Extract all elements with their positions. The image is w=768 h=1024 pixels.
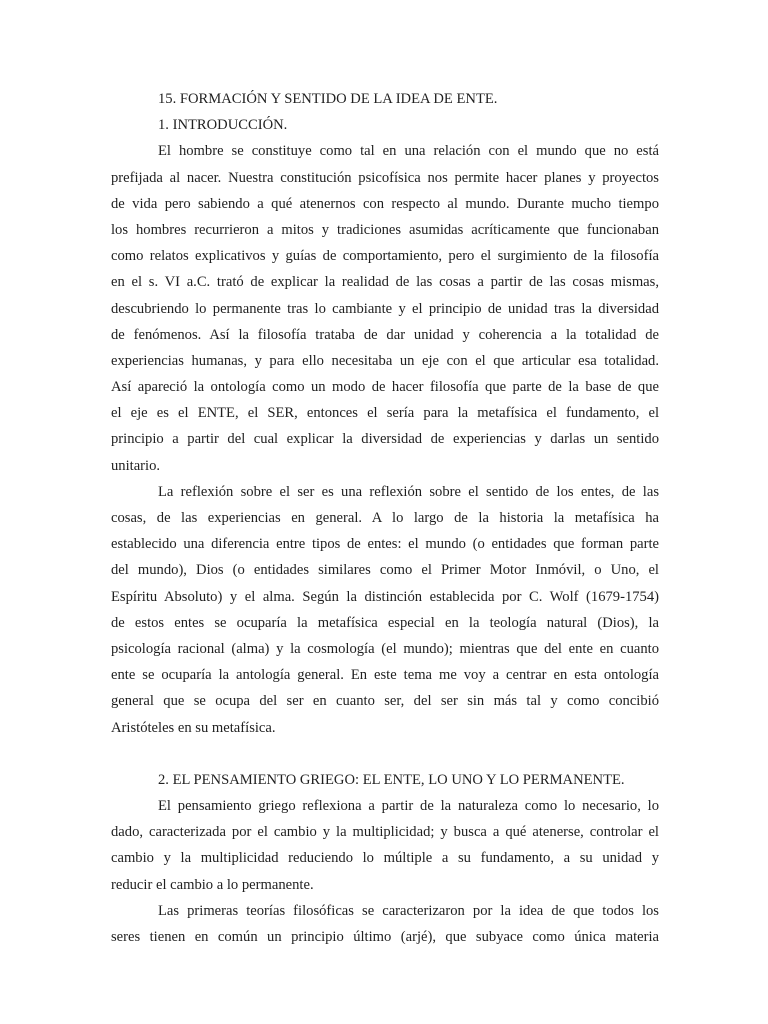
paragraph-line: Aristóteles en su metafísica. <box>111 719 276 736</box>
paragraph-line: seres tienen en común un principio último (arjé), que subyace como única materia <box>111 929 659 945</box>
paragraph-line: prefijada al nacer. Nuestra constitución psicofísica nos permite hacer planes y proyectos <box>111 169 659 186</box>
paragraph-greek-thought-1 <box>111 793 659 898</box>
paragraph-line: de fenómenos. Así la filosofía trataba de dar unidad y coherencia a la totalidad de <box>111 326 659 343</box>
paragraph-line: dado, caracterizada por el cambio y la multiplicidad; y busca a qué atenerse, controlar el <box>111 824 659 841</box>
paragraph-line: experiencias humanas, y para ello necesitaba un eje con el que articular esa totalidad. <box>111 352 659 369</box>
paragraph-line: el eje es el ENTE, el SER, entonces el sería para la metafísica el fundamento, el <box>111 405 659 422</box>
paragraph-line: en el s. VI a.C. trató de explicar la realidad de las cosas a partir de las cosas mismas, <box>111 274 659 291</box>
paragraph-line: ente se ocuparía la antología general. En este tema me voy a centrar en esta ontología <box>111 667 659 684</box>
paragraph-line: La reflexión sobre el ser es una reflexión sobre el sentido de los entes, de las <box>158 483 659 500</box>
paragraph-line: reducir el cambio a lo permanente. <box>111 876 314 893</box>
paragraph-line: principio a partir del cual explicar la diversidad de experiencias y darlas un sentido <box>111 431 659 448</box>
paragraph-line: unitario. <box>111 457 161 474</box>
paragraph-line: general que se ocupa del ser en cuanto ser, del ser sin más tal y como concibió <box>111 693 659 710</box>
paragraph-line: Las primeras teorías filosóficas se caracterizaron por la idea de que todos los <box>158 902 659 919</box>
paragraph-line: establecido una diferencia entre tipos de entes: el mundo (o entidades que forman parte <box>111 536 659 553</box>
paragraph-greek-thought-2 <box>111 898 659 950</box>
paragraph-line: como relatos explicativos y guías de comportamiento, pero el surgimiento de la filosofía <box>111 248 659 265</box>
document-title: 15. FORMACIÓN Y SENTIDO DE LA IDEA DE ENTE. <box>158 91 498 107</box>
paragraph-line: de estos entes se ocuparía la metafísica especial en la teología natural (Dios), la <box>111 614 659 631</box>
paragraph-line: psicología racional (alma) y la cosmología (el mundo); mientras que del ente en cuanto <box>111 640 659 657</box>
paragraph-line: del mundo), Dios (o entidades similares como el Primer Motor Inmóvil, o Uno, el <box>111 562 659 579</box>
paragraph-line: descubriendo lo permanente tras lo cambiante y el principio de unidad tras la diversidad <box>111 300 659 317</box>
paragraph-line: los hombres recurrieron a mitos y tradiciones asumidas acríticamente que funcionaban <box>111 221 659 238</box>
section-1-heading: 1. INTRODUCCIÓN. <box>158 117 288 134</box>
paragraph-introduction-1 <box>111 138 659 478</box>
paragraph-introduction-2 <box>111 479 659 741</box>
document-body <box>111 86 659 950</box>
paragraph-line: cambio y la multiplicidad reduciendo lo múltiple a su fundamento, a su unidad y <box>111 850 659 867</box>
paragraph-line: Espíritu Absoluto) y el alma. Según la distinción establecida por C. Wolf (1679-1754) <box>111 588 659 605</box>
paragraph-line: El hombre se constituye como tal en una relación con el mundo que no está <box>158 143 659 160</box>
paragraph-line: cosas, de las experiencias en general. A lo largo de la historia la metafísica ha <box>111 510 659 526</box>
paragraph-line: Así apareció la ontología como un modo de hacer filosofía que parte de la base de que <box>111 379 659 396</box>
paragraph-line: de vida pero sabiendo a qué atenernos con respecto al mundo. Durante mucho tiempo <box>111 195 659 212</box>
paragraph-line: El pensamiento griego reflexiona a partir de la naturaleza como lo necesario, lo <box>158 798 659 815</box>
blank-line <box>111 741 659 767</box>
section-2-heading: 2. EL PENSAMIENTO GRIEGO: EL ENTE, LO UNO Y LO PERMANENTE. <box>158 771 625 788</box>
